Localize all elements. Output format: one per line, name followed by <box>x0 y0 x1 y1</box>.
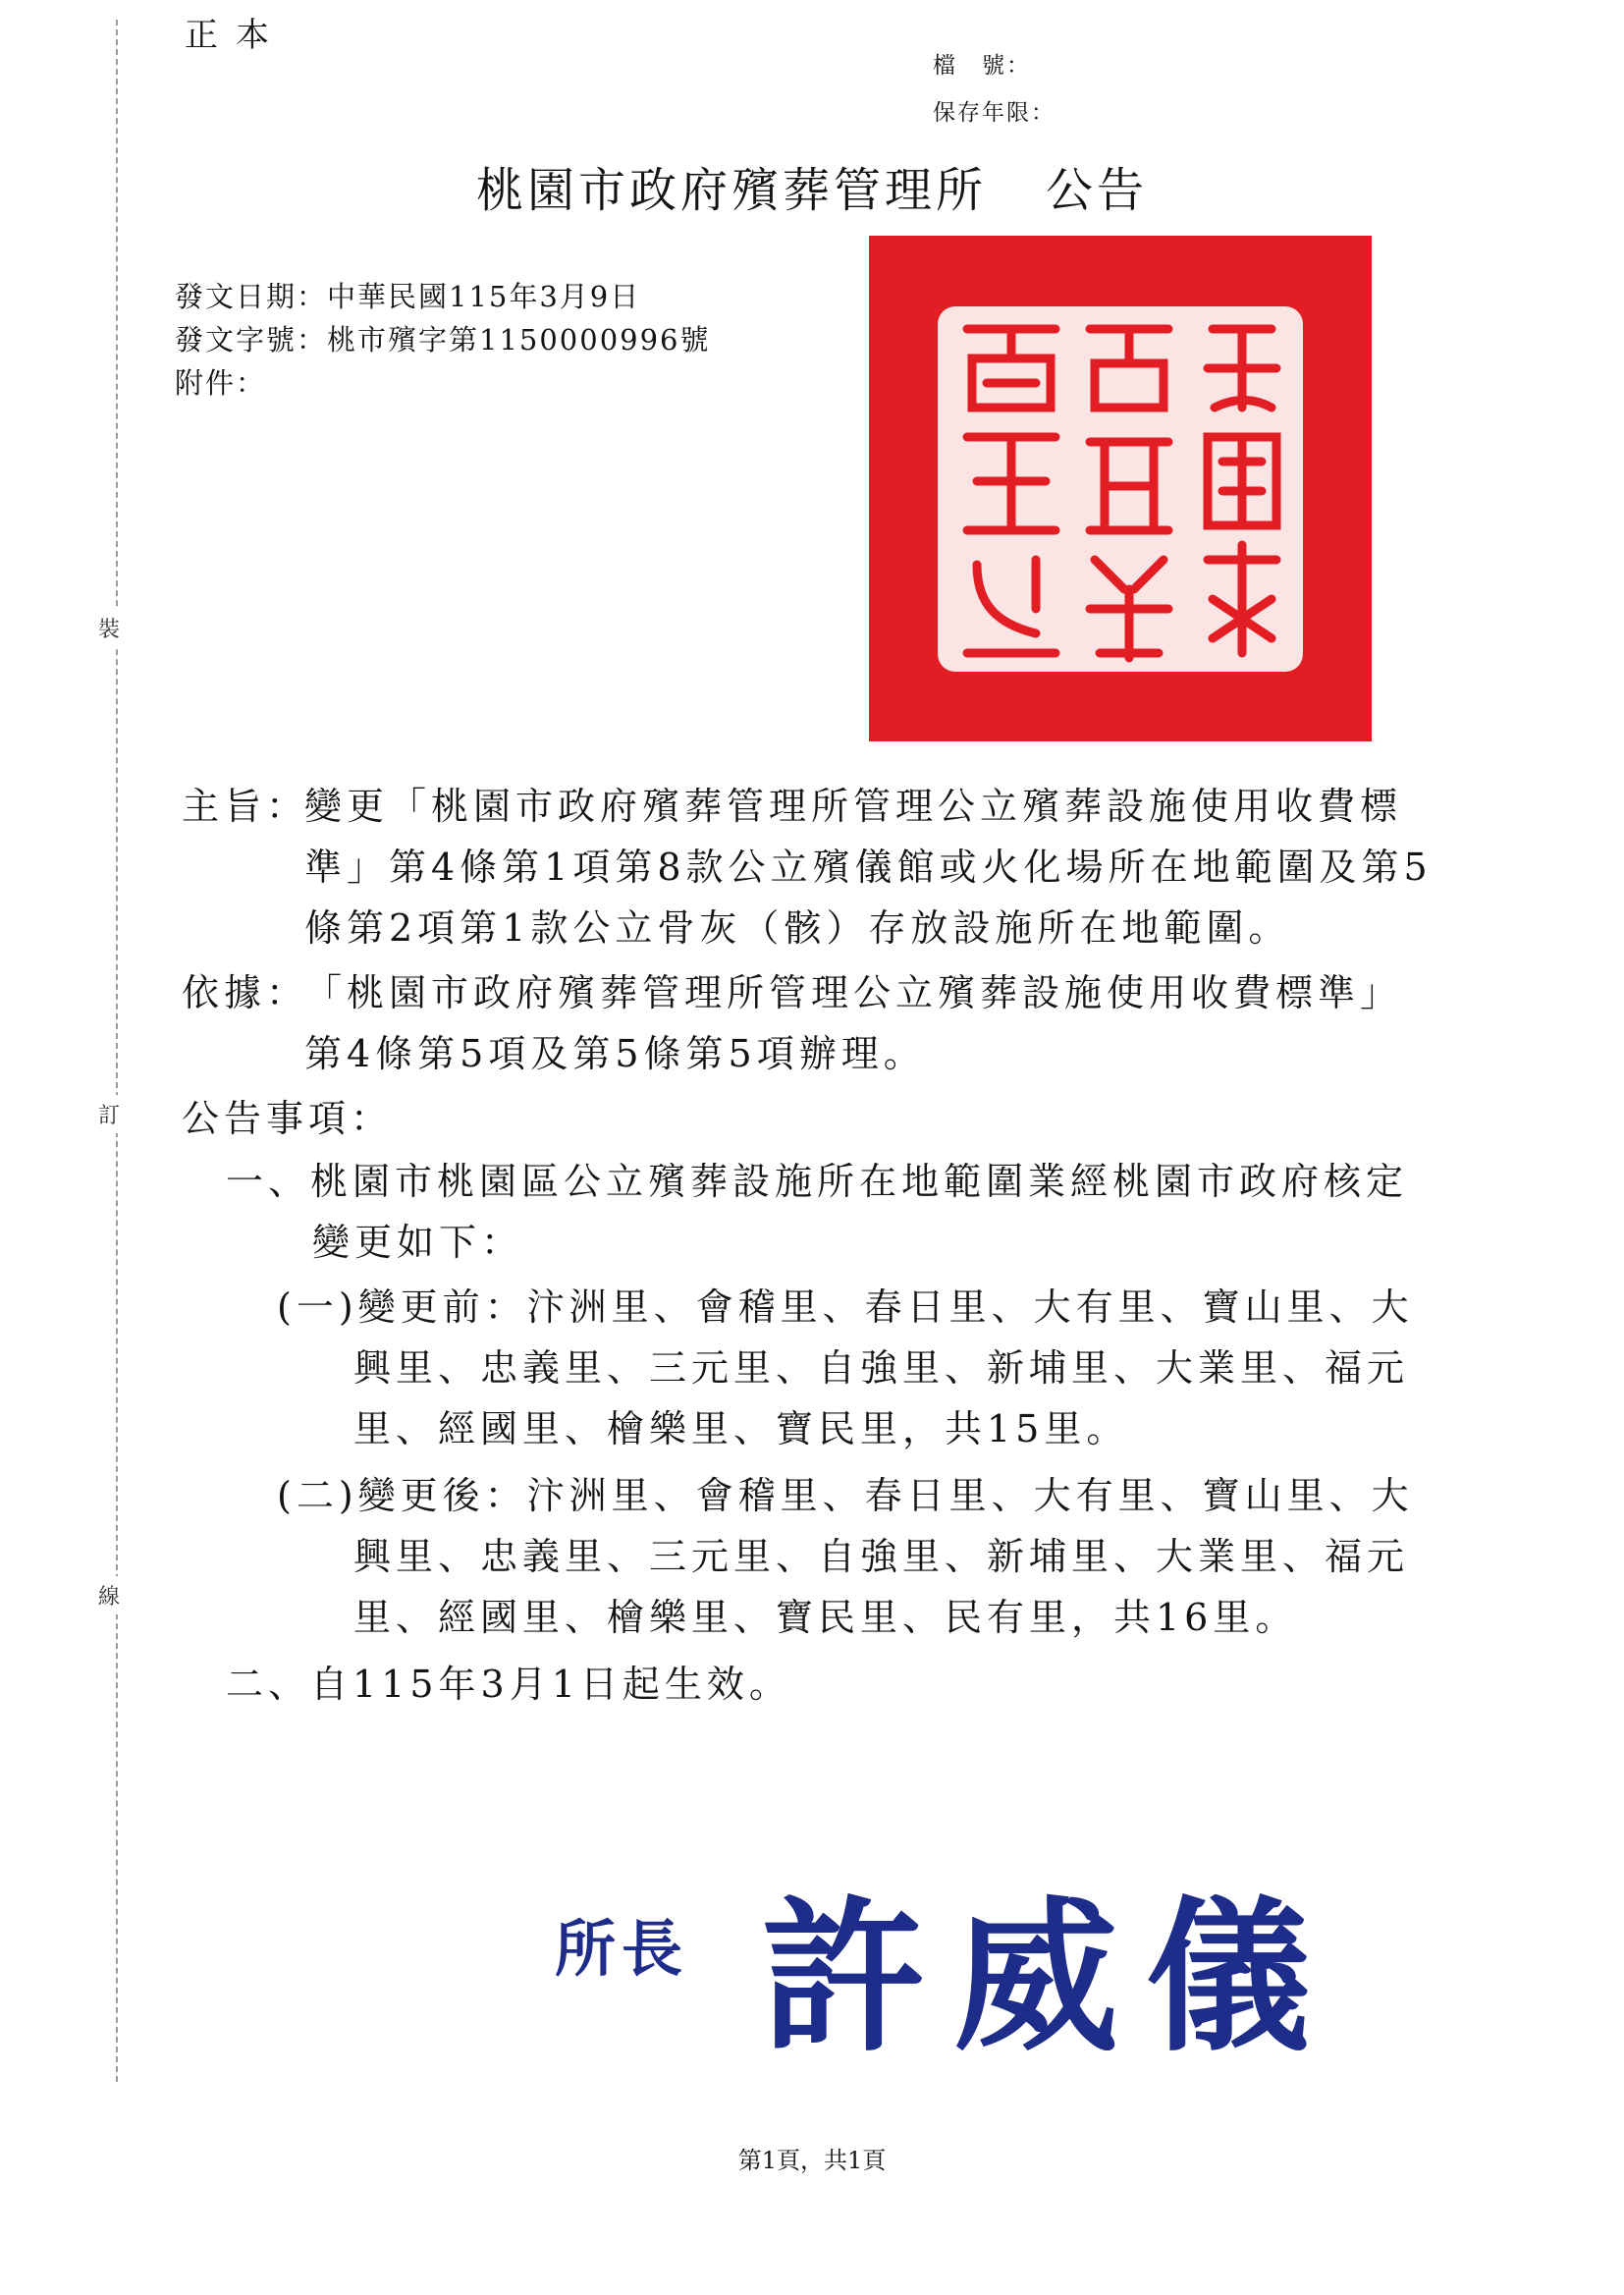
document-title <box>0 152 1624 220</box>
basis-line-2: 第4條第5項及第5條第5項辦理。 <box>304 1032 926 1075</box>
dispatch-date: 發文日期：中華民國115年3月9日 <box>175 280 641 313</box>
retention-period-label: 保存年限： <box>933 100 1056 126</box>
notice-item-2: 二、自115年3月1日起生效。 <box>226 1663 791 1706</box>
subject-line-2: 準」第4條第1項第8款公立殯儀館或火化場所在地範圍及第5 <box>304 846 1433 889</box>
basis-line-1: 「桃園市政府殯葬管理所管理公立殯葬設施使用收費標準」 <box>304 971 1403 1014</box>
after-change-line-1: (二)變更後：汴洲里、會稽里、春日里、大有里、寶山里、大 <box>277 1474 1414 1517</box>
official-seal <box>869 236 1372 741</box>
basis-label: 依據： <box>182 971 309 1014</box>
page-number: 第1頁，共1頁 <box>737 2147 887 2174</box>
copy-type-label: 正本 <box>185 16 287 55</box>
binding-mark-bind: 裝 <box>98 609 120 647</box>
notice-item-1-line-1: 一、桃園市桃園區公立殯葬設施所在地範圍業經桃園市政府核定 <box>226 1160 1409 1203</box>
seal-artwork <box>869 236 1372 741</box>
dispatch-number: 發文字號：桃市殯字第1150000996號 <box>175 323 711 356</box>
binding-line <box>116 20 118 2082</box>
binding-mark-staple: 訂 <box>98 1095 120 1133</box>
before-change-line-1: (一)變更前：汴洲里、會稽里、春日里、大有里、寶山里、大 <box>277 1285 1414 1329</box>
after-change-line-3: 里、經國里、檜樂里、寶民里、民有里，共16里。 <box>353 1596 1298 1639</box>
notice-label: 公告事項： <box>182 1097 394 1140</box>
agency-name: 桃園市政府殯葬管理所 <box>475 163 987 218</box>
subject-label: 主旨： <box>182 785 309 828</box>
before-change-line-3: 里、經國里、檜樂里、寶民里，共15里。 <box>353 1407 1129 1450</box>
file-number-label: 檔 號： <box>933 53 1031 79</box>
signature-title: 所長 <box>555 1913 689 1985</box>
subject-line-1: 變更「桃園市政府殯葬管理所管理公立殯葬設施使用收費標 <box>304 785 1403 828</box>
binding-mark-line: 線 <box>98 1576 120 1614</box>
before-change-line-2: 興里、忠義里、三元里、自強里、新埔里、大業里、福元 <box>353 1346 1410 1390</box>
after-change-line-2: 興里、忠義里、三元里、自強里、新埔里、大業里、福元 <box>353 1535 1410 1578</box>
signature-name: 許威儀 <box>761 1882 1338 2074</box>
subject-line-3: 條第2項第1款公立骨灰（骸）存放設施所在地範圍。 <box>304 906 1291 950</box>
notice-item-1-line-2: 變更如下： <box>312 1221 524 1264</box>
document-type: 公告 <box>1046 163 1149 218</box>
attachment-label: 附件： <box>175 366 267 400</box>
